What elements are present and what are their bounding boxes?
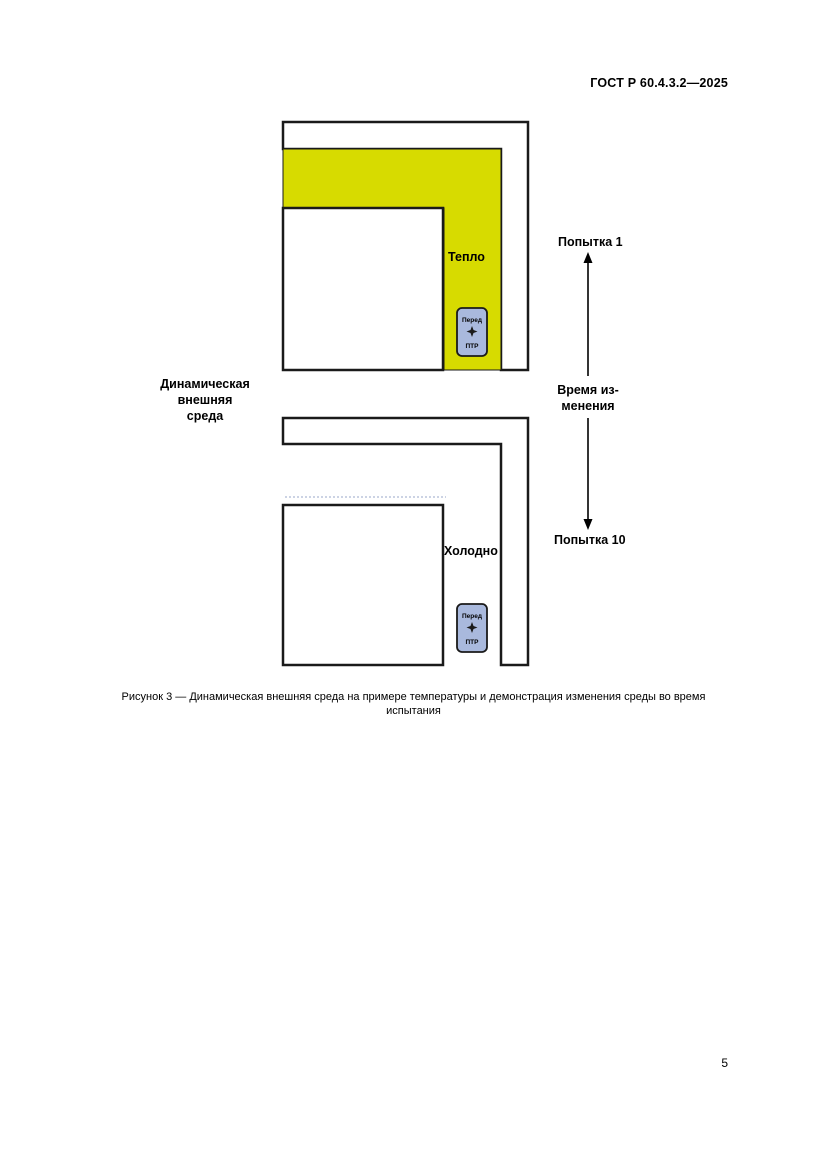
environment-label-line2: внешняя [177,393,233,407]
cold-device-line1: Перед [462,613,482,620]
document-code: ГОСТ Р 60.4.3.2—2025 [590,76,728,90]
figure-caption-line2: испытания [386,705,441,717]
cold-inner-block [283,505,443,665]
arrow-up-icon [584,252,593,263]
environment-label [150,376,260,424]
figure-caption-line1: Рисунок 3 — Динамическая внешняя среда на примере температуры и демонстрация изменения среды во время [121,691,706,703]
time-label-line2: менения [561,399,615,413]
cold-device-line2: ПТР [465,639,479,646]
warm-device [457,308,487,356]
cold-label: Холодно [444,544,498,558]
warm-environment-panel [283,122,528,370]
warm-device-line2: ПТР [465,343,479,350]
cold-device [457,604,487,652]
page-number: 5 [721,1056,728,1070]
warm-label: Тепло [448,250,485,264]
cold-environment-panel [283,418,528,665]
time-label [548,382,628,414]
warm-inner-block [283,208,443,370]
arrow-down-icon [584,519,593,530]
environment-label-line1: Динамическая [160,377,250,391]
environment-label-line3: среда [186,409,224,423]
warm-device-line1: Перед [462,317,482,324]
attempt-first-label: Попытка 1 [558,235,623,249]
attempt-last-label: Попытка 10 [554,533,626,547]
figure-caption [40,690,787,718]
time-label-line1: Время из- [557,383,619,397]
